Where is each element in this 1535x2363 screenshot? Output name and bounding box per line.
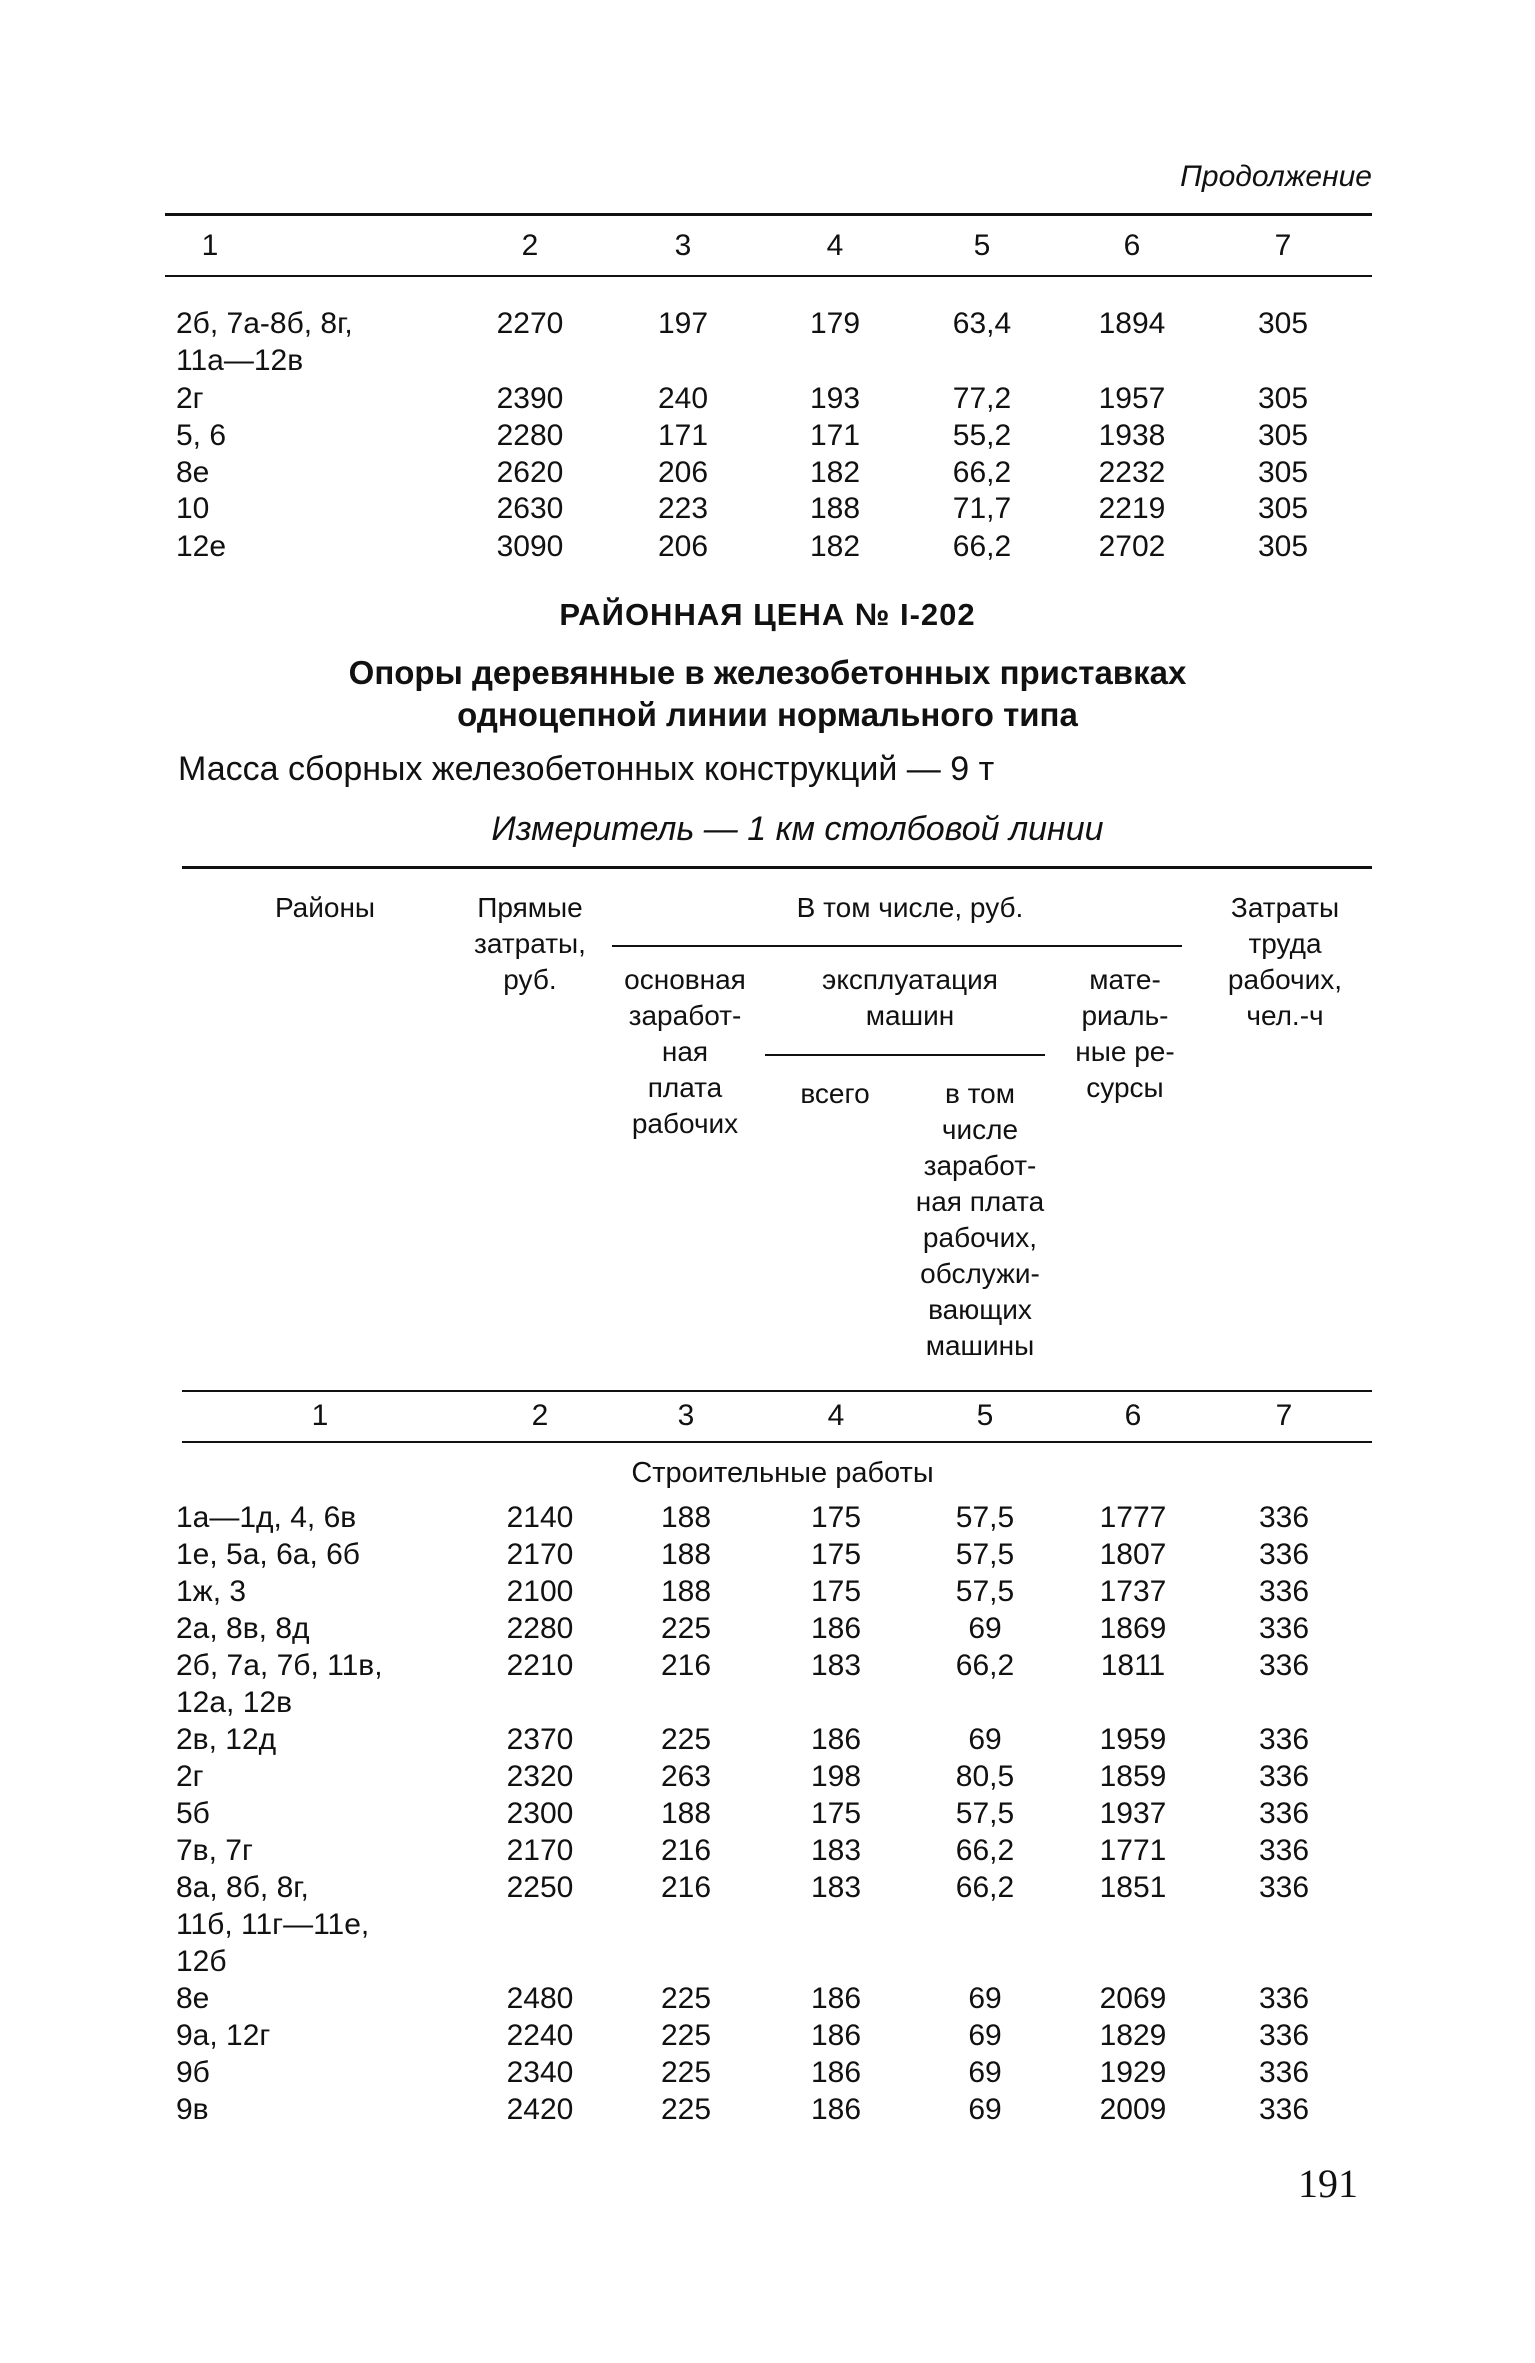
table-row — [0, 491, 1535, 527]
region-cell: 1ж, 3 — [176, 1575, 247, 1608]
direct-costs-cell: 2240 — [506, 2019, 574, 2052]
direct-costs-cell: 2300 — [506, 1797, 574, 1830]
region-cell: 9в — [176, 2093, 209, 2126]
base-wage-cell: 188 — [660, 1575, 712, 1608]
table1-top-rule — [165, 213, 1372, 216]
region-cell: 11б, 11г—11е, — [176, 1908, 370, 1941]
materials-cell: 1777 — [1099, 1501, 1167, 1534]
labor-cell: 336 — [1258, 1612, 1310, 1645]
table1-col-number: 1 — [201, 229, 219, 262]
region-cell: 8е — [176, 1982, 210, 2015]
materials-cell: 1929 — [1099, 2056, 1167, 2089]
machine-wage-cell: 57,5 — [955, 1797, 1015, 1830]
machine-wage-cell: 63,4 — [952, 307, 1012, 340]
including-underline — [612, 945, 1182, 947]
region-cell: 8е — [176, 456, 210, 489]
base-wage-cell: 171 — [657, 419, 709, 452]
region-cell: 12е — [176, 530, 227, 563]
direct-costs-cell: 2390 — [496, 382, 564, 415]
direct-costs-cell: 2340 — [506, 2056, 574, 2089]
base-wage-cell: 263 — [660, 1760, 712, 1793]
machine-wage-cell: 66,2 — [952, 456, 1012, 489]
direct-costs-cell: 2620 — [496, 456, 564, 489]
base-wage-cell: 225 — [660, 1612, 712, 1645]
base-wage-cell: 225 — [660, 2019, 712, 2052]
labor-cell: 336 — [1258, 2019, 1310, 2052]
machine-operation-header — [770, 962, 1050, 1034]
table-row — [0, 381, 1535, 417]
header-line: чел.-ч — [1246, 1000, 1324, 1031]
materials-cell: 1807 — [1099, 1538, 1167, 1571]
machine-wage-cell: 57,5 — [955, 1575, 1015, 1608]
machine-wage-cell: 57,5 — [955, 1538, 1015, 1571]
labor-cell: 336 — [1258, 1538, 1310, 1571]
section-code: РАЙОННАЯ ЦЕНА № I-202 — [559, 597, 976, 632]
table1-col-number: 5 — [973, 229, 991, 262]
labor-cell: 305 — [1257, 382, 1309, 415]
table-row — [0, 1648, 1535, 1684]
region-cell: 7в, 7г — [176, 1834, 253, 1867]
table-row — [0, 1611, 1535, 1647]
materials-cell: 1957 — [1098, 382, 1166, 415]
region-cell: 2б, 7а-8б, 8г, — [176, 307, 353, 340]
header-line: Затраты — [1230, 892, 1340, 923]
materials-cell: 1829 — [1099, 2019, 1167, 2052]
machine-wage-cell: 69 — [968, 1612, 1002, 1645]
materials-cell: 1859 — [1099, 1760, 1167, 1793]
header-line: вающих — [928, 1294, 1032, 1325]
labor-header — [1205, 890, 1365, 1034]
table-row — [0, 1759, 1535, 1795]
materials-cell: 1959 — [1099, 1723, 1167, 1756]
mass-note: Масса сборных железобетонных конструкций — 9 т — [178, 750, 995, 788]
region-cell: 2г — [176, 1760, 204, 1793]
labor-cell: 336 — [1258, 1871, 1310, 1904]
base-wage-cell: 216 — [660, 1834, 712, 1867]
machine-wage-cell: 69 — [968, 2019, 1002, 2052]
machine-total-cell: 186 — [810, 2056, 862, 2089]
header-line: рабочих, — [1227, 964, 1343, 995]
header-line: рабочих — [631, 1108, 739, 1139]
base-wage-cell: 225 — [660, 2056, 712, 2089]
header-line: затраты, — [474, 928, 586, 959]
header-line: числе — [941, 1114, 1019, 1145]
header-line: основная — [624, 964, 746, 995]
table-row — [0, 1833, 1535, 1869]
direct-costs-cell: 2320 — [506, 1760, 574, 1793]
materials-header — [1060, 962, 1190, 1106]
table1-col-number: 6 — [1123, 229, 1141, 262]
table1-col-number: 7 — [1274, 229, 1292, 262]
machine-total-cell: 183 — [810, 1649, 862, 1682]
table-row — [0, 306, 1535, 342]
machine-total-cell: 183 — [810, 1871, 862, 1904]
machine-total-cell: 182 — [809, 456, 861, 489]
base-wage-cell: 240 — [657, 382, 709, 415]
base-wage-cell: 223 — [657, 492, 709, 525]
labor-cell: 305 — [1257, 456, 1309, 489]
labor-cell: 305 — [1257, 492, 1309, 525]
section-title-line: одноцепной линии нормального типа — [457, 696, 1078, 733]
materials-cell: 1938 — [1098, 419, 1166, 452]
table-row — [0, 2092, 1535, 2128]
table2-column-numbers — [0, 1398, 1535, 1434]
direct-costs-cell: 2480 — [506, 1982, 574, 2015]
table-row — [0, 455, 1535, 491]
machine-total-cell: 171 — [809, 419, 861, 452]
header-line: обслужи- — [920, 1258, 1040, 1289]
table-row — [0, 1981, 1535, 2017]
machine-operation-underline — [765, 1054, 1045, 1056]
machine-wage-header — [900, 1076, 1060, 1364]
direct-costs-cell: 2100 — [506, 1575, 574, 1608]
materials-cell: 2069 — [1099, 1982, 1167, 2015]
header-line: труда — [1248, 928, 1322, 959]
machine-wage-cell: 80,5 — [955, 1760, 1015, 1793]
table-row — [0, 418, 1535, 454]
table2-top-rule — [182, 866, 1372, 869]
labor-cell: 336 — [1258, 1760, 1310, 1793]
table2-col-number: 6 — [1124, 1399, 1142, 1432]
direct-costs-cell: 2280 — [496, 419, 564, 452]
header-line: ные ре- — [1075, 1036, 1175, 1067]
machine-wage-cell: 66,2 — [955, 1649, 1015, 1682]
machine-wage-cell: 77,2 — [952, 382, 1012, 415]
machine-total-cell: 193 — [809, 382, 861, 415]
section-title-line: Опоры деревянные в железобетонных приставках — [348, 654, 1187, 691]
direct-costs-cell: 2420 — [506, 2093, 574, 2126]
materials-cell: 2232 — [1098, 456, 1166, 489]
machine-total-cell: 183 — [810, 1834, 862, 1867]
machine-total-cell: 175 — [810, 1501, 862, 1534]
table2-col-number: 5 — [976, 1399, 994, 1432]
direct-costs-header — [455, 890, 605, 998]
header-line: плата — [647, 1072, 723, 1103]
header-line: машин — [865, 1000, 955, 1031]
labor-cell: 336 — [1258, 1834, 1310, 1867]
table-row — [0, 1537, 1535, 1573]
materials-cell: 2009 — [1099, 2093, 1167, 2126]
header-line: заработ- — [628, 1000, 742, 1031]
header-line: ная плата — [915, 1186, 1045, 1217]
header-line: рабочих, — [922, 1222, 1038, 1253]
table-row-continuation — [0, 1944, 1535, 1980]
materials-cell: 2702 — [1098, 530, 1166, 563]
labor-cell: 336 — [1258, 2093, 1310, 2126]
direct-costs-cell: 2630 — [496, 492, 564, 525]
header-line: руб. — [503, 964, 557, 995]
materials-cell: 2219 — [1098, 492, 1166, 525]
region-cell: 2а, 8в, 8д — [176, 1612, 310, 1645]
machine-total-cell: 186 — [810, 1723, 862, 1756]
region-cell: 2в, 12д — [176, 1723, 277, 1756]
machine-total-cell: 179 — [809, 307, 861, 340]
labor-cell: 305 — [1257, 307, 1309, 340]
header-line: заработ- — [923, 1150, 1037, 1181]
table-row-continuation — [0, 1685, 1535, 1721]
direct-costs-cell: 3090 — [496, 530, 564, 563]
machine-wage-cell: 55,2 — [952, 419, 1012, 452]
base-wage-cell: 225 — [660, 1982, 712, 2015]
region-cell: 9б — [176, 2056, 210, 2089]
header-line: риаль- — [1081, 1000, 1169, 1031]
base-wage-cell: 188 — [660, 1501, 712, 1534]
table2-col-number: 3 — [677, 1399, 695, 1432]
regions-header: Районы — [274, 892, 376, 923]
region-cell: 11а—12в — [176, 344, 304, 377]
table-row — [0, 1796, 1535, 1832]
region-cell: 1а—1д, 4, 6в — [176, 1501, 357, 1534]
labor-cell: 305 — [1257, 530, 1309, 563]
base-wage-header — [600, 962, 770, 1142]
direct-costs-cell: 2170 — [506, 1834, 574, 1867]
region-cell: 2б, 7а, 7б, 11в, — [176, 1649, 383, 1682]
machine-wage-cell: 69 — [968, 1982, 1002, 2015]
table-row — [0, 1870, 1535, 1906]
base-wage-cell: 197 — [657, 307, 709, 340]
materials-cell: 1771 — [1099, 1834, 1167, 1867]
table1-col-number: 3 — [674, 229, 692, 262]
table1-col-number: 2 — [521, 229, 539, 262]
materials-cell: 1937 — [1099, 1797, 1167, 1830]
direct-costs-cell: 2140 — [506, 1501, 574, 1534]
machine-wage-cell: 66,2 — [955, 1871, 1015, 1904]
direct-costs-cell: 2210 — [506, 1649, 574, 1682]
table-row — [0, 529, 1535, 565]
machine-wage-cell: 71,7 — [952, 492, 1012, 525]
header-line: машины — [925, 1330, 1035, 1361]
machine-total-cell: 182 — [809, 530, 861, 563]
direct-costs-cell: 2370 — [506, 1723, 574, 1756]
machine-total-header: всего — [800, 1078, 870, 1109]
subsection-title: Строительные работы — [631, 1457, 934, 1489]
header-line: Прямые — [477, 892, 583, 923]
direct-costs-cell: 2270 — [496, 307, 564, 340]
table-row — [0, 1500, 1535, 1536]
direct-costs-cell: 2280 — [506, 1612, 574, 1645]
machine-total-cell: 175 — [810, 1538, 862, 1571]
region-cell: 10 — [176, 492, 210, 525]
machine-wage-cell: 69 — [968, 1723, 1002, 1756]
machine-total-cell: 186 — [810, 2093, 862, 2126]
base-wage-cell: 188 — [660, 1538, 712, 1571]
header-line: сурсы — [1086, 1072, 1164, 1103]
base-wage-cell: 225 — [660, 1723, 712, 1756]
labor-cell: 336 — [1258, 1649, 1310, 1682]
region-cell: 9а, 12г — [176, 2019, 271, 2052]
direct-costs-cell: 2250 — [506, 1871, 574, 1904]
table2-col-number: 4 — [827, 1399, 845, 1432]
materials-cell: 1811 — [1100, 1649, 1166, 1682]
labor-cell: 336 — [1258, 1723, 1310, 1756]
machine-total-cell: 186 — [810, 1612, 862, 1645]
table2-numbers-top-rule — [182, 1390, 1372, 1392]
region-cell: 12б — [176, 1945, 227, 1978]
table2-col-number: 1 — [311, 1399, 329, 1432]
machine-total-cell: 198 — [810, 1760, 862, 1793]
base-wage-cell: 206 — [657, 530, 709, 563]
machine-wage-cell: 57,5 — [955, 1501, 1015, 1534]
header-line: мате- — [1089, 964, 1161, 995]
machine-total-cell: 175 — [810, 1575, 862, 1608]
region-cell: 5б — [176, 1797, 210, 1830]
base-wage-cell: 216 — [660, 1871, 712, 1904]
materials-cell: 1851 — [1099, 1871, 1167, 1904]
labor-cell: 336 — [1258, 2056, 1310, 2089]
table-row — [0, 2018, 1535, 2054]
section-title — [0, 652, 1535, 736]
machine-wage-cell: 66,2 — [955, 1834, 1015, 1867]
region-cell: 2г — [176, 382, 204, 415]
table-row-continuation — [0, 1907, 1535, 1943]
machine-total-cell: 186 — [810, 1982, 862, 2015]
measure-unit: Измеритель — 1 км столбовой линии — [491, 810, 1104, 848]
region-cell: 1е, 5а, 6а, 6б — [176, 1538, 360, 1571]
header-line: ная — [661, 1036, 709, 1067]
table1-column-numbers — [0, 228, 1535, 264]
region-cell: 12а, 12в — [176, 1686, 293, 1719]
materials-cell: 1869 — [1099, 1612, 1167, 1645]
continuation-label: Продолжение — [1180, 160, 1372, 193]
labor-cell: 336 — [1258, 1797, 1310, 1830]
including-header: В том числе, руб. — [796, 892, 1024, 923]
table1-col-number: 4 — [826, 229, 844, 262]
labor-cell: 336 — [1258, 1982, 1310, 2015]
base-wage-cell: 225 — [660, 2093, 712, 2126]
header-line: в том — [945, 1078, 1015, 1109]
table-row — [0, 2055, 1535, 2091]
page-number: 191 — [1298, 2161, 1358, 2206]
machine-total-cell: 188 — [809, 492, 861, 525]
table-row-continuation — [0, 343, 1535, 379]
region-cell: 5, 6 — [176, 419, 227, 452]
table2-numbers-bottom-rule — [182, 1441, 1372, 1443]
machine-total-cell: 186 — [810, 2019, 862, 2052]
labor-cell: 336 — [1258, 1575, 1310, 1608]
table1-header-rule — [165, 275, 1372, 277]
header-line: эксплуатация — [822, 964, 998, 995]
direct-costs-cell: 2170 — [506, 1538, 574, 1571]
machine-total-cell: 175 — [810, 1797, 862, 1830]
materials-cell: 1737 — [1099, 1575, 1167, 1608]
table-row — [0, 1722, 1535, 1758]
table2-col-number: 7 — [1275, 1399, 1293, 1432]
base-wage-cell: 188 — [660, 1797, 712, 1830]
table-row — [0, 1574, 1535, 1610]
materials-cell: 1894 — [1098, 307, 1166, 340]
table2-col-number: 2 — [531, 1399, 549, 1432]
region-cell: 8а, 8б, 8г, — [176, 1871, 309, 1904]
labor-cell: 305 — [1257, 419, 1309, 452]
machine-wage-cell: 69 — [968, 2093, 1002, 2126]
machine-wage-cell: 69 — [968, 2056, 1002, 2089]
base-wage-cell: 206 — [657, 456, 709, 489]
machine-wage-cell: 66,2 — [952, 530, 1012, 563]
labor-cell: 336 — [1258, 1501, 1310, 1534]
base-wage-cell: 216 — [660, 1649, 712, 1682]
